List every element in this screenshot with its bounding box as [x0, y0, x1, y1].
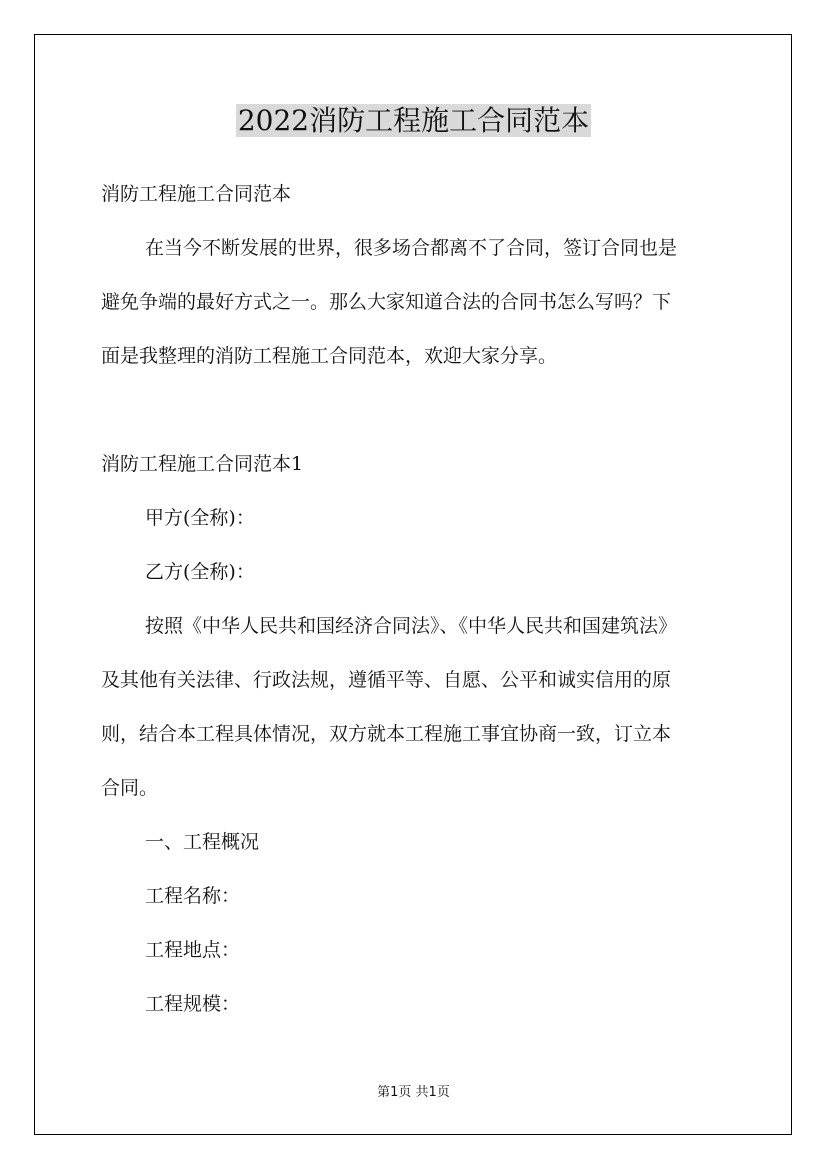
project-location-line: 工程地点：	[145, 939, 241, 961]
party-b-line: 乙方(全称)：	[145, 561, 255, 583]
document-title	[0, 101, 827, 141]
document-title-text: 2022消防工程施工合同范本	[237, 104, 590, 137]
party-a-line: 甲方(全称)：	[145, 507, 255, 529]
project-name-line: 工程名称：	[145, 885, 241, 907]
intro-line-2: 避免争端的最好方式之一。那么大家知道合法的合同书怎么写吗？下	[101, 291, 672, 313]
basis-line-2: 及其他有关法律、行政法规，遵循平等、自愿、公平和诚实信用的原	[101, 669, 672, 691]
basis-line-4: 合同。	[101, 777, 159, 799]
intro-line-1: 在当今不断发展的世界，很多场合都离不了合同，签订合同也是	[145, 237, 678, 259]
basis-line-3: 则，结合本工程具体情况，双方就本工程施工事宜协商一致，订立本	[101, 723, 672, 745]
project-scale-line: 工程规模：	[145, 993, 241, 1015]
section-heading: 消防工程施工合同范本1	[101, 453, 304, 475]
overview-heading: 一、工程概况	[145, 831, 260, 853]
document-subtitle: 消防工程施工合同范本	[101, 183, 292, 205]
page-footer: 第1页 共1页	[377, 1085, 450, 1100]
basis-line-1: 按照《中华人民共和国经济合同法》、《中华人民共和国建筑法》	[145, 615, 678, 637]
intro-line-3: 面是我整理的消防工程施工合同范本，欢迎大家分享。	[101, 345, 558, 367]
